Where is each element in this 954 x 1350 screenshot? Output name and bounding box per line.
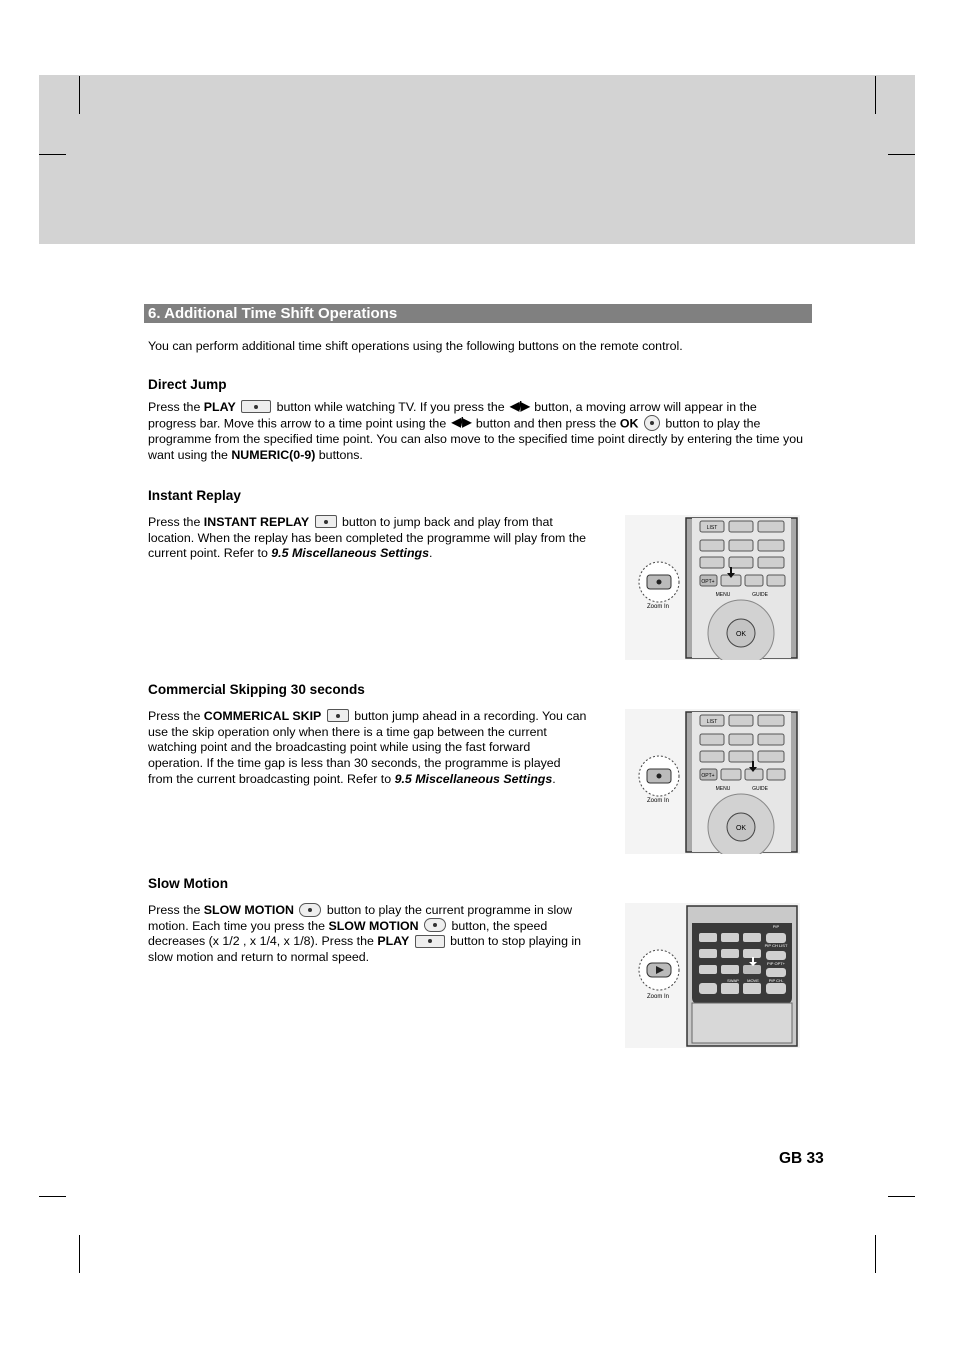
commercial-skip-button-icon [327, 709, 349, 722]
heading-instant-replay: Instant Replay [148, 488, 241, 503]
zoom-in-label: Zoom In [646, 994, 670, 1000]
header-band [39, 75, 915, 244]
zoom-in-label: Zoom In [646, 798, 670, 804]
pip-opt-label: PIP OPT+ [766, 961, 786, 966]
heading-slow-motion: Slow Motion [148, 876, 229, 891]
slow-motion-button-icon [299, 903, 321, 917]
move-label: MOVE [747, 978, 759, 983]
section-title: 6. Additional Time Shift Operations [144, 304, 812, 323]
crop-mark [888, 154, 915, 155]
swap-label: SWAP [727, 978, 739, 983]
list-label: LIST [706, 719, 718, 725]
play-button-icon [241, 400, 271, 413]
crop-mark [79, 76, 80, 114]
paragraph-commercial-skip: Press the COMMERICAL SKIP button jump ahead in a recording. You can use the skip operation only when there is a time gap between the current watching point and the broadcasting point while using the fast forward operation. If the time gap is less than 30 seconds, the programme is played from the current broadcasting point. Refer to 9.5 Miscellaneous Settings. [148, 709, 587, 786]
pip-label: PIP [772, 924, 780, 929]
guide-label: GUIDE [752, 786, 768, 792]
pip-ch-label: PIP CH- [768, 978, 784, 983]
remote-instant-replay-illustration [625, 515, 800, 660]
remote-commercial-skip-illustration [625, 709, 800, 854]
ok-label: OK [735, 631, 747, 638]
play-button-icon [415, 935, 445, 948]
pip-ch-list-label: PIP CH LIST [764, 943, 788, 948]
heading-direct-jump: Direct Jump [148, 377, 227, 392]
slow-motion-button-icon [424, 918, 446, 932]
paragraph-instant-replay: Press the INSTANT REPLAY button to jump back and play from that location. When the replay has been completed the programme will play from the current point. Refer to 9.5 Miscellaneous Settings. [148, 515, 587, 561]
left-right-arrow-icon: ◀/▶ [451, 414, 471, 429]
crop-mark [39, 1196, 66, 1197]
opt-label: OPT+ [701, 773, 715, 779]
guide-label: GUIDE [752, 592, 768, 598]
heading-commercial-skip: Commercial Skipping 30 seconds [148, 682, 365, 697]
left-right-arrow-icon: ◀/▶ [510, 399, 529, 413]
menu-label: MENU [715, 592, 731, 598]
crop-mark [79, 1235, 80, 1273]
list-label: LIST [706, 525, 718, 531]
menu-label: MENU [715, 786, 731, 792]
crop-mark [888, 1196, 915, 1197]
crop-mark [875, 76, 876, 114]
crop-mark [875, 1235, 876, 1273]
intro-text: You can perform additional time shift operations using the following buttons on the remote control. [148, 339, 683, 353]
ok-label: OK [735, 825, 747, 832]
opt-label: OPT+ [701, 579, 715, 585]
zoom-in-label: Zoom In [646, 604, 670, 610]
instant-replay-button-icon [315, 515, 337, 528]
ok-button-icon [644, 415, 660, 431]
crop-mark [39, 154, 66, 155]
page-number: GB 33 [779, 1150, 824, 1167]
paragraph-slow-motion: Press the SLOW MOTION button to play the current programme in slow motion. Each time you press the SLOW MOTION button, the speed decreases (x 1/2 , x 1/4, x 1/8). Press the PLAY button to stop playing in slow motion and return to normal speed. [148, 903, 582, 965]
paragraph-direct-jump: Press the PLAY button while watching TV. If you press the ◀/▶ button, a moving arrow will appear in the progress bar. Move this arrow to a time point using the ◀/▶ button and then press the OK button to play the programme from the specified time point. You can also move to the specified time point directly by entering the time you want using the NUMERIC(0-9) buttons. [148, 399, 803, 462]
remote-slow-motion-illustration [625, 903, 800, 1048]
